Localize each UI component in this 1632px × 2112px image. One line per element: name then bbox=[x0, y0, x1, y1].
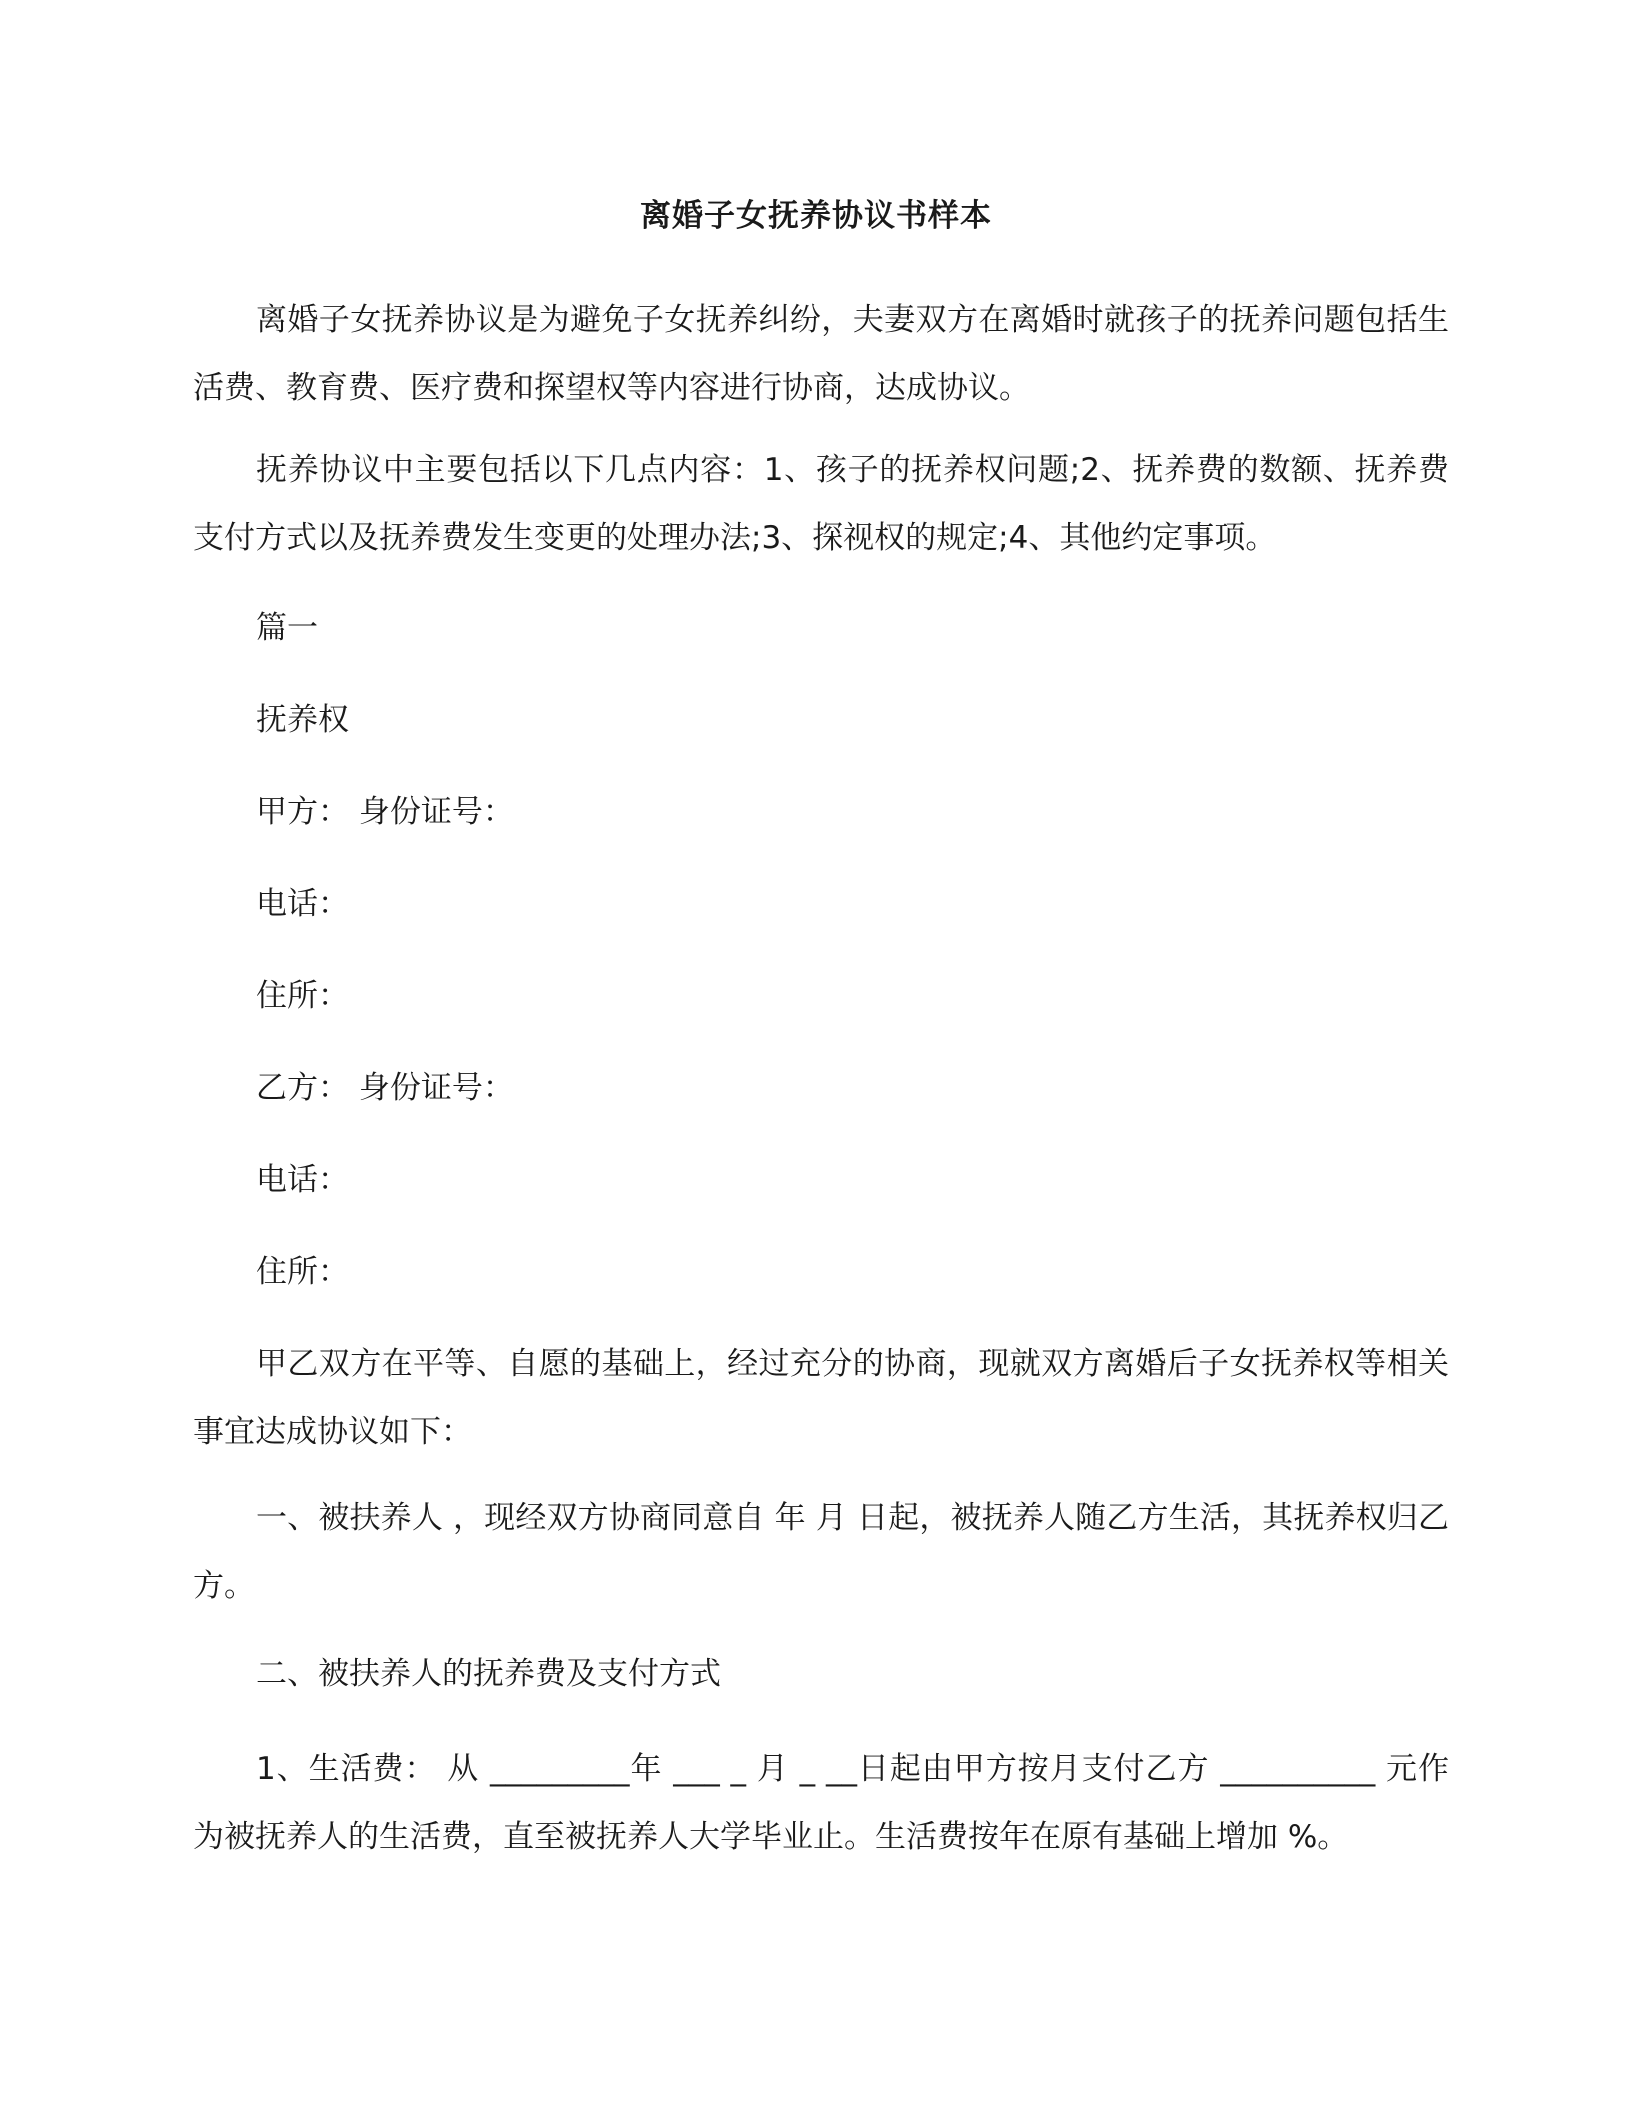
party-b-address: 住所： bbox=[256, 1254, 349, 1290]
party-b-id-line: 乙方： 身份证号： bbox=[256, 1070, 514, 1106]
section-label: 篇一 bbox=[256, 610, 318, 646]
clause-2-heading: 二、被扶养人的抚养费及支付方式 bbox=[256, 1656, 721, 1692]
clause-1-paragraph: 一、被扶养人 ，现经双方协商同意自 年 月 日起，被抚养人随乙方生活，其抚养权归乙方。 bbox=[193, 1500, 1449, 1604]
intro-paragraph-1: 离婚子女抚养协议是为避免子女抚养纠纷，夫妻双方在离婚时就孩子的抚养问题包括生活费、教育费、医疗费和探望权等内容进行协商，达成协议。 bbox=[193, 302, 1449, 406]
intro-paragraph-2: 抚养协议中主要包括以下几点内容：1、孩子的抚养权问题;2、抚养费的数额、抚养费支付方式以及抚养费发生变更的处理办法;3、探视权的规定;4、其他约定事项。 bbox=[193, 452, 1449, 556]
party-a-id-line: 甲方： 身份证号： bbox=[256, 794, 514, 830]
preamble-paragraph: 甲乙双方在平等、自愿的基础上，经过充分的协商，现就双方离婚后子女抚养权等相关事宜达成协议如下： bbox=[193, 1346, 1449, 1450]
document-title: 离婚子女抚养协议书样本 bbox=[640, 198, 992, 234]
party-a-phone: 电话： bbox=[256, 886, 349, 922]
party-b-phone: 电话： bbox=[256, 1162, 349, 1198]
subject-heading: 抚养权 bbox=[256, 702, 349, 738]
clause-2-item-1: 1、生活费： 从 _________年 ___ _ 月 _ __日起由甲方按月支付乙方 __________ 元作为被抚养人的生活费，直至被抚养人大学毕业止。生活费按年在原有基础上增加 %。 bbox=[193, 1751, 1449, 1855]
party-a-address: 住所： bbox=[256, 978, 349, 1014]
